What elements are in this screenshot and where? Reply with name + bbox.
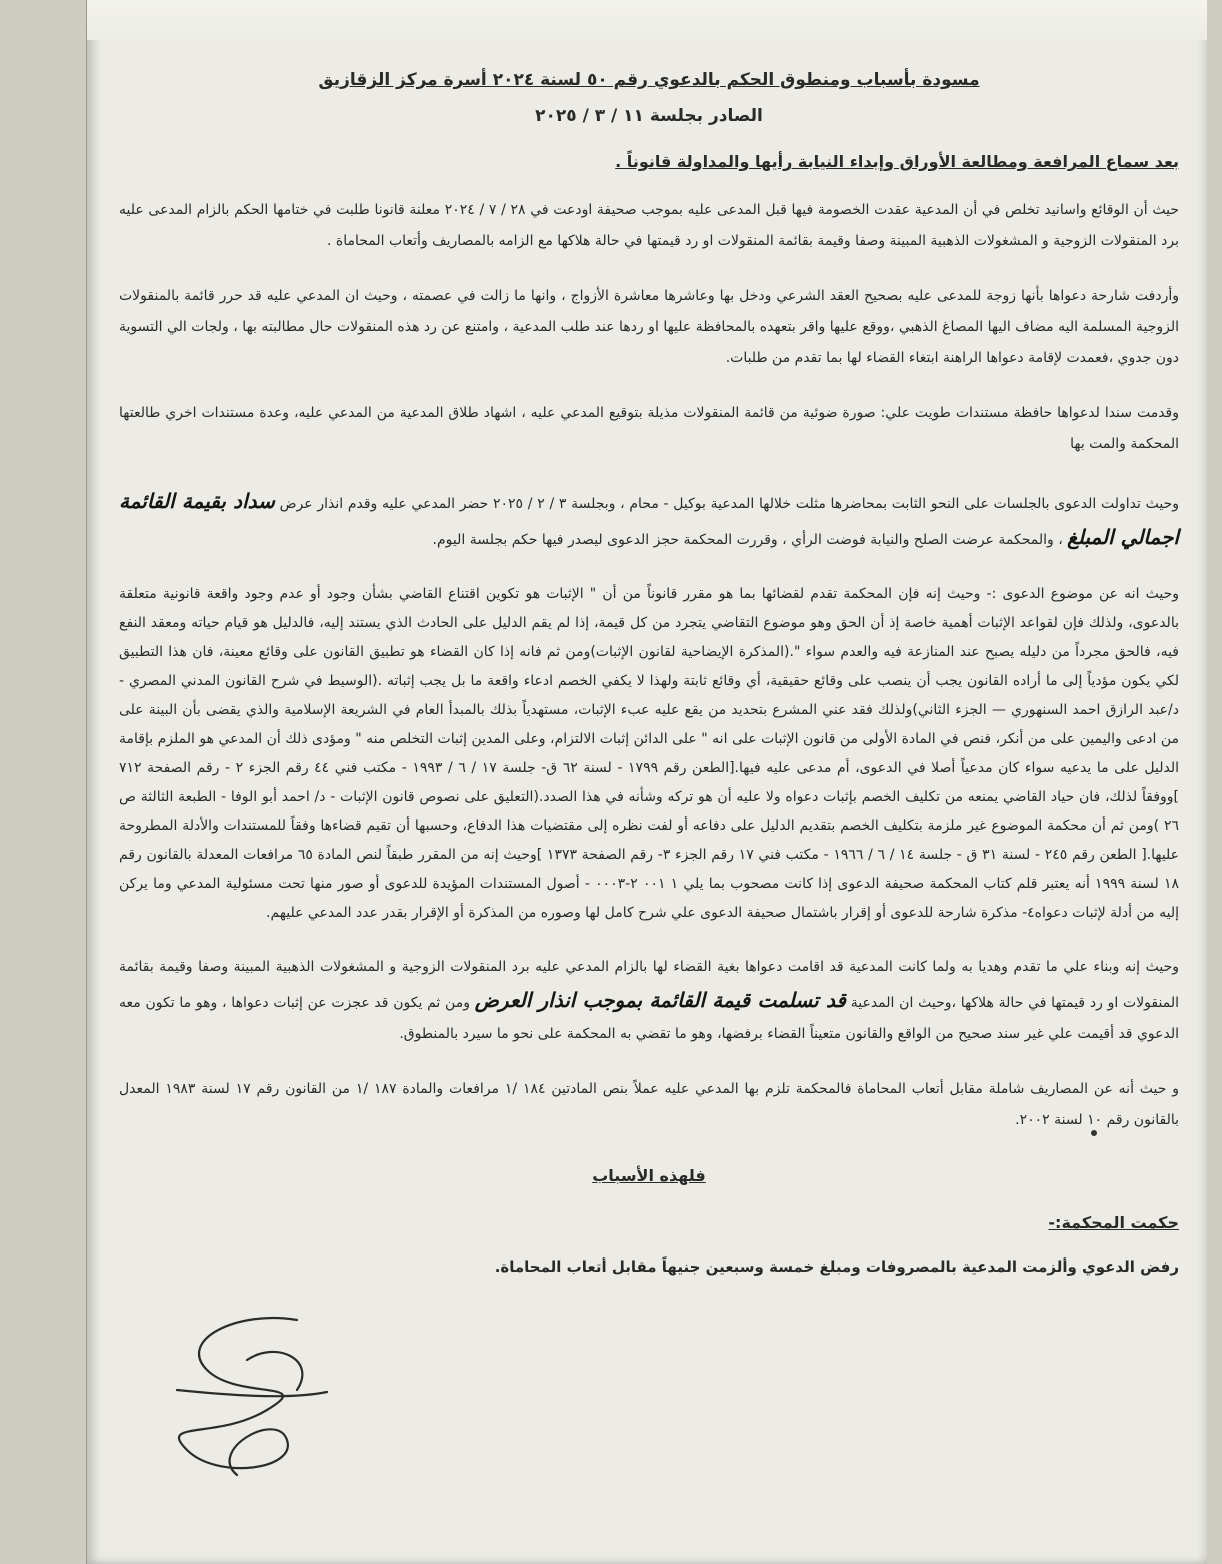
document-title: مسودة بأسباب ومنطوق الحكم بالدعوي رقم ٥٠ لسنة ٢٠٢٤ أسرة مركز الزقازيق (318, 70, 980, 90)
hearings-printed-text: وحيث تداولت الدعوى بالجلسات على النحو الثابت بمحاضرها مثلت خلالها المدعية بوكيل - محام ، وبجلسة ٣ / ٢ / ٢٠٢٥ حضر المدعي عليه وقدم انذار عرض (279, 496, 1180, 512)
conclusion-text-a: وحيث إنه وبناء علي ما تقدم وهديا به ولما كانت المدعية قد اقامت دعواها بغية القضاء لها بالزام المدعي عليه برد المنقولات الزوجية و المشغولات الذهبية المبينة وصفا وقيمة بقائمة المنقولات او رد قيمتها في حالة هلاكها ،وحيث ان المدعية (119, 959, 1179, 1011)
document-page (86, 0, 1207, 1564)
claim-paragraph: وأردفت شارحة دعواها بأنها زوجة للمدعى عليه بصحيح العقد الشرعي ودخل بها وعاشرها معاشرة الأزواج ، وانها ما زالت في عصمته ، وحيث ان المدعي عليه قد حرر قائمة بالمنقولات الزوجية المسلمة اليه مضاف اليها المصاغ الذهبي ،ووقع عليها واقر بتعهده بالمحافظة عليها او ردها عند طلب المدعية ، وامتنع عن رد هذه المنقولات حال مطالبته بها ، ولجات الي التسوية دون جدوي ،فعمدت لإقامة دعواها الراهنة ابتغاء القضاء لها بما تقدم من طلبات. (119, 288, 1179, 366)
verdict-text: رفض الدعوي وألزمت المدعية بالمصروفات ومبلغ خمسة وسبعين جنيهاً مقابل أتعاب المحاماة. (494, 1258, 1179, 1276)
merits-paragraph: وحيث انه عن موضوع الدعوى :- وحيث إنه فإن المحكمة تقدم لقضائها بما هو مقرر قانوناً من أن " الإثبات هو تكوين اقتناع القاضي بشأن وجود أو عدم وجود واقعة قانونية متعلقة بالدعوى، ولذلك فإن لقواعد الإثبات أهمية خاصة إذ أن الحق وهو موضوع التقاضي يتجرد من كل قيمة، إذا لم يقم الدليل على الحادث الذي يستند إليه، فالدليل هو قيام حياته ومعقد النفع فيه، فالحق مجرداً من دليله يصبح عند المنازعة فيه والعدم سواء ".(المذكرة الإيضاحية لقانون الإثبات)ومن ثم فانه إذا كان القضاء هو تطبيق القانون على وقائع معينة، فان هذا التطبيق لكي يكون مؤدياً إلى ما أراده القانون يجب أن ينصب على وقائع حقيقية، أي وقائع ثابتة ولهذا لا يكفي الخصم ادعاء واقعة ما بل يجب إثباته .(الوسيط في شرح القانون المدني المصري - د/عبد الرازق احمد السنهوري — الجزء الثاني)ولذلك فقد عني المشرع بتحديد من يقع عليه عبء الإثبات، مستهدياً بذلك بالمبدأ العام في الشريعة الإسلامية والذي يقضى بأن البينة على من ادعى واليمين على من أنكر، فنص في المادة الأولى من قانون الإثبات على انه " على الدائن إثبات الالتزام، وعلى المدين إثبات التخلص منه " ومؤدى ذلك أن المدعي هو الملزم بإقامة الدليل على ما يدعيه سواء كان مدعياً أصلا في الدعوى، أم مدعى عليه فيها.[الطعن رقم ١٧٩٩ - لسنة ٦٢ ق- جلسة ١٧ / ٦ / ١٩٩٣ - مكتب فني ٤٤ رقم الجزء ٢ - رقم الصفحة ٧١٢ ]ووفقاً لذلك، فان حياد القاضي يمنعه من تكليف الخصم بإثبات دعواه ولا عليه أن هو تركه وشأنه في هذا الصدد.(التعليق على نصوص قانون الإثبات - د/ احمد أبو الوفا - الطبعة الثالثة ص ٢٦ )ومن ثم أن محكمة الموضوع غير ملزمة بتكليف الخصم بتقديم الدليل على دفاعه أو لفت نظره إلى مقتضيات هذا الدفاع، وحسبها أن تقيم قضاءها وفقاً للمستندات والأدلة المطروحة عليها.[ الطعن رقم ٢٤٥ - لسنة ٣١ ق - جلسة ١٤ / ٦ / ١٩٦٦ - مكتب فني ١٧ رقم الجزء ٣- رقم الصفحة ١٣٧٣ ]وحيث إنه من المقرر طبقاً لنص المادة ٦٥ مرافعات المعدلة بالقانون رقم ١٨ لسنة ١٩٩٩ أنه يعتبر قلم كتاب المحكمة صحيفة الدعوى إذا كانت مصحوب بما يلي ١ ٠٠١ ٢-٠٠٠٣ - أصول المستندات المؤيدة للدعوى أو صور منها تحت مسئولية المدعي وما يركن إليه من أدلة لإثبات دعواه٤- مذكرة شارحة للدعوى أو إقرار باشتمال صحيفة الدعوى علي شرح كامل لها وصوره من المذكرة أو الإقرار بقدر عدد المدعي عليهم. (119, 586, 1180, 921)
facts-paragraph: حيث أن الوقائع واسانيد تخلص في أن المدعية عقدت الخصومة فيها قبل المدعى عليه بموجب صحيفة اودعت في ٢٨ / ٧ / ٢٠٢٤ معلنة قانونا طلبت في ختامها الحكم بالزام المدعى عليه برد المنقولات الزوجية و المشغولات الذهبية المبينة وصفا وقيمة بقائمة المنقولات او رد قيمتها في حالة هلاكها مع الزامه بالمصاريف وأتعاب المحاماة . (119, 202, 1179, 249)
conclusion-text-b: ومن ثم يكون قد عجزت عن إثبات دعواها ، وهو ما تكون معه الدعوي قد أقيمت علي غير سند صحيح من الواقع والقانون متعيناً القضاء برفضها، وهو ما تقضي به المحكمة على نحو ما سيرد بالمنطوق. (119, 995, 1179, 1042)
handwritten-insert: سداد بقيمة القائمة اجمالي المبلغ (119, 489, 1179, 549)
documents-paragraph: وقدمت سندا لدعواها حافظة مستندات طويت علي: صورة ضوئية من قائمة المنقولات مذيلة بتوقيع المدعي عليه ، اشهاد طلاق المدعية من المدعي عليه، وعدة مستندات اخري طالعتها المحكمة والمت بها (119, 405, 1179, 452)
conclusion-paragraph (119, 952, 1179, 1050)
hearings-paragraph (119, 484, 1179, 556)
verdict-heading: حكمت المحكمة:- (1048, 1213, 1179, 1232)
costs-paragraph: و حيث أنه عن المصاريف شاملة مقابل أتعاب المحاماة فالمحكمة تلزم بها المدعي عليه عملاً بنص المادتين ١٨٤ /١ مرافعات والمادة ١٨٧ /١ من القانون رقم ١٧ لسنة ١٩٨٣ المعدل بالقانون رقم ١٠ لسنة ٢٠٠٢. (119, 1081, 1180, 1128)
session-date: الصادر بجلسة ١١ / ٣ / ٢٠٢٥ (535, 106, 763, 126)
reasons-heading: فلهذه الأسباب (592, 1166, 706, 1185)
hearings-end-text: ، والمحكمة عرضت الصلح والنيابة فوضت الرأي ، وقررت المحكمة حجز الدعوى ليصدر فيها حكم بجلسة اليوم. (432, 532, 1063, 548)
signature-scribble (147, 1300, 347, 1490)
intro-line: بعد سماع المرافعة ومطالعة الأوراق وإبداء النيابة رأيها والمداولة قانوناً . (615, 152, 1179, 171)
handwritten-insert-2: قد تسلمت قيمة القائمة بموجب انذار العرض (474, 988, 846, 1012)
